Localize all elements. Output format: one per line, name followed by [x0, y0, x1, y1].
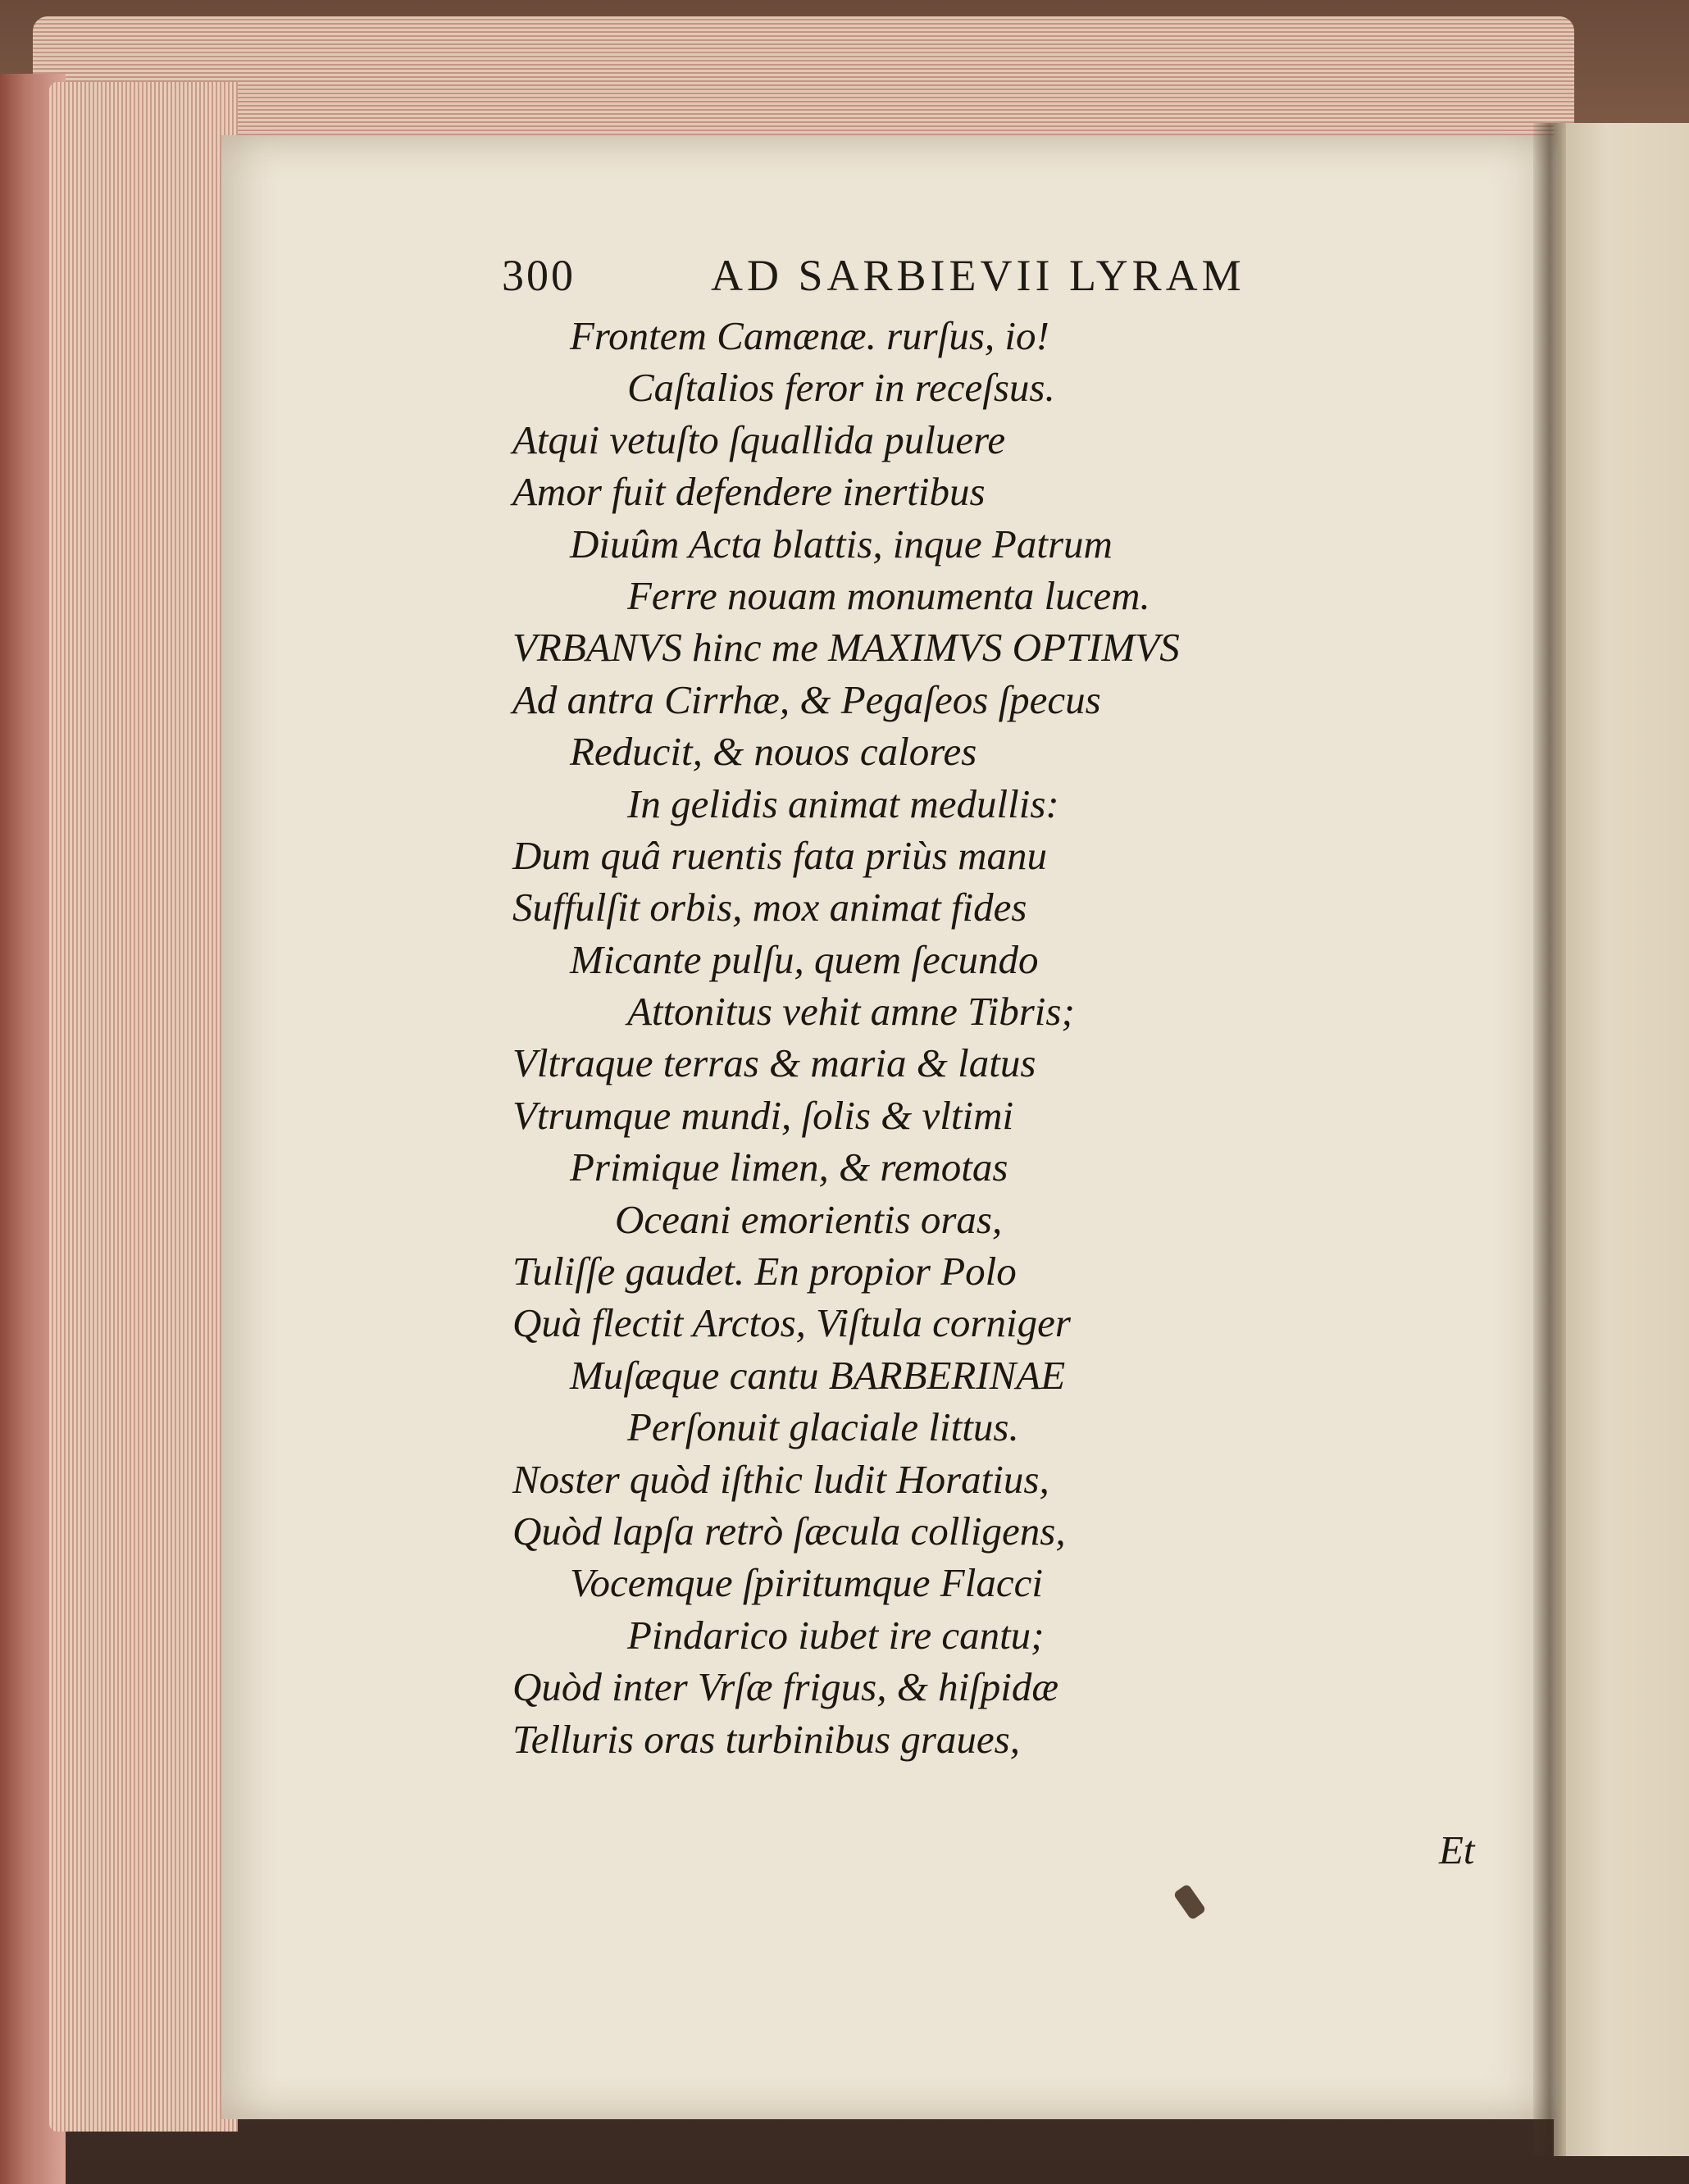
poem-line: Diuûm Acta blattis, inque Patrum — [570, 521, 1113, 566]
poem-line: Oceani emorientis oras, — [615, 1196, 1003, 1242]
poem-line: Tuliſſe gaudet. En propior Polo — [512, 1249, 1017, 1294]
poem-line: Caſtalios feror in receſsus. — [627, 365, 1055, 411]
poem-line: Telluris oras turbinibus graues, — [512, 1716, 1020, 1762]
poem-line: Suffulſit orbis, mox animat fides — [512, 885, 1027, 930]
poem-line: Atqui vetuſto ſquallida puluere — [512, 416, 1006, 462]
poem-line: VRBANVS hinc me MAXIMVS OPTIMVS — [512, 625, 1180, 671]
poem-line: Frontem Camænæ. rurſus, io! — [570, 313, 1049, 358]
poem-line: Primique limen, & remotas — [570, 1144, 1008, 1190]
poem-line: Perſonuit glaciale littus. — [627, 1404, 1019, 1450]
poem-line: Pindarico iubet ire cantu; — [627, 1612, 1045, 1658]
gutter-shadow — [1533, 123, 1566, 2156]
poem-line: Vtrumque mundi, ſolis & vltimi — [512, 1092, 1014, 1138]
poem-line: Quòd inter Vrſæ frigus, & hiſpidæ — [512, 1664, 1059, 1710]
poem-line: Quòd lapſa retrò ſæcula colligens, — [512, 1508, 1066, 1554]
page-stack — [49, 82, 238, 2132]
poem-line: Attonitus vehit amne Tibris; — [627, 989, 1075, 1035]
poem-line: Vltraque terras & maria & latus — [512, 1040, 1036, 1086]
poem-line: Vocemque ſpiritumque Flacci — [570, 1560, 1043, 1606]
poem-line: Ad antra Cirrhæ, & Pegaſeos ſpecus — [512, 676, 1101, 722]
page-header — [502, 250, 1245, 316]
page-number: 300 — [502, 251, 576, 300]
running-title: AD SARBIEVII LYRAM — [711, 251, 1245, 300]
poem-line: Micante pulſu, quem ſecundo — [570, 936, 1039, 982]
poem-text — [512, 310, 1496, 1765]
poem-line: Amor fuit defendere inertibus — [512, 469, 986, 515]
poem-line: Noster quòd iſthic ludit Horatius, — [512, 1456, 1049, 1502]
poem-line: Quà flectit Arctos, Viſtula corniger — [512, 1300, 1071, 1346]
poem-line: Reducit, & nouos calores — [570, 729, 977, 775]
poem-line: Ferre nouam monumenta lucem. — [627, 572, 1150, 618]
page-block-top-edge — [33, 16, 1574, 139]
poem-line: Dum quâ ruentis fata priùs manu — [512, 832, 1048, 878]
catchword: Et — [1439, 1827, 1475, 1872]
poem-line: Muſæque cantu BARBERINAE — [570, 1352, 1066, 1398]
poem-line: In gelidis animat medullis: — [627, 780, 1059, 826]
facing-page — [1554, 123, 1689, 2156]
